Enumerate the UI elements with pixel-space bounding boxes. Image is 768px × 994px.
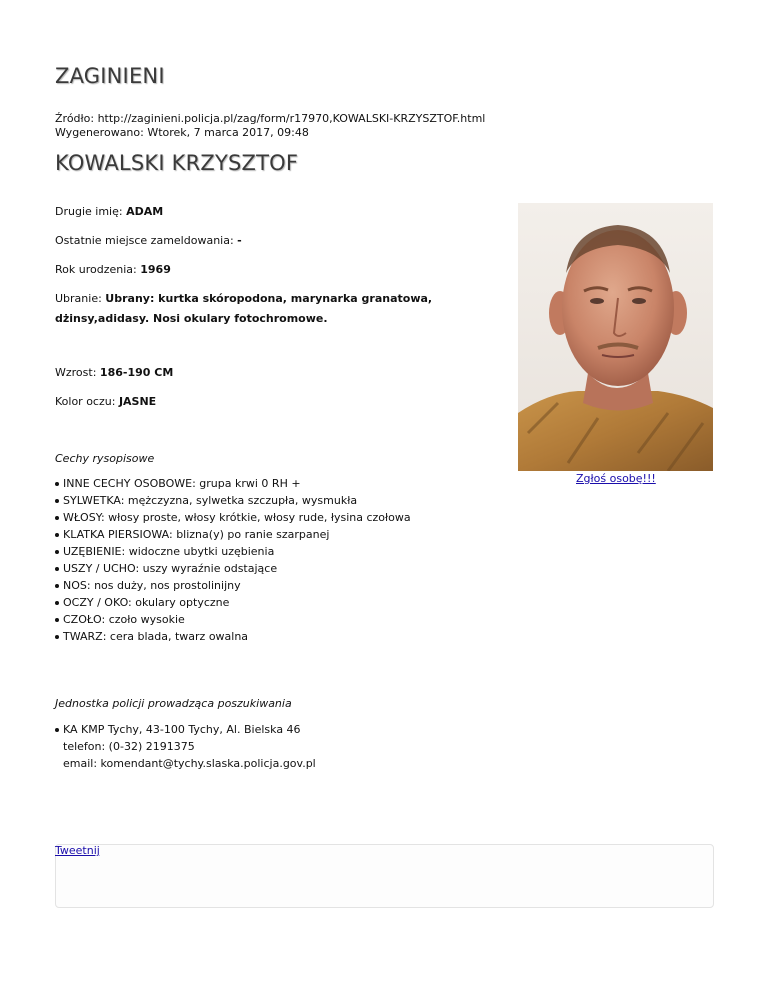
list-item: NOS: nos duży, nos prostolinijny [55, 577, 411, 594]
bullet-icon [55, 499, 59, 503]
report-person-link[interactable]: Zgłoś osobę!!! [576, 472, 656, 485]
police-unit-list [55, 721, 301, 738]
field-label: Rok urodzenia: [55, 263, 141, 276]
field-label: Drugie imię: [55, 205, 127, 218]
field-birth-year [55, 260, 525, 280]
features-heading: Cechy rysopisowe [55, 452, 155, 465]
person-name: KOWALSKI KRZYSZTOF [55, 151, 299, 175]
field-label: Ostatnie miejsce zameldowania: [55, 234, 238, 247]
field-value: Ubrany: kurtka skóropodona, marynarka granatowa, dżinsy,adidasy. Nosi okulary fotochromowe. [55, 292, 433, 325]
bullet-icon [55, 550, 59, 554]
bullet-icon [55, 584, 59, 588]
field-value: 1969 [140, 263, 171, 276]
list-item: KA KMP Tychy, 43-100 Tychy, Al. Bielska 46 [55, 721, 301, 738]
field-eye-color [55, 392, 525, 412]
list-item: INNE CECHY OSOBOWE: grupa krwi 0 RH + [55, 475, 411, 492]
field-label: Ubranie: [55, 292, 106, 305]
field-second-name [55, 202, 525, 222]
field-clothing [55, 289, 525, 329]
tweet-link[interactable]: Tweetnij [55, 844, 100, 857]
field-value: JASNE [118, 395, 157, 408]
list-item: SYLWETKA: mężczyzna, sylwetka szczupła, wysmukła [55, 492, 411, 509]
list-item: UZĘBIENIE: widoczne ubytki uzębienia [55, 543, 411, 560]
bullet-icon [55, 533, 59, 537]
bullet-icon [55, 601, 59, 605]
field-height [55, 363, 525, 383]
bullet-icon [55, 728, 59, 732]
bullet-icon [55, 516, 59, 520]
bullet-icon [55, 635, 59, 639]
list-item: TWARZ: cera blada, twarz owalna [55, 628, 411, 645]
field-value: - [237, 234, 242, 247]
field-label: Kolor oczu: [55, 395, 119, 408]
site-title: ZAGINIENI [55, 64, 165, 88]
bullet-icon [55, 567, 59, 571]
list-item: OCZY / OKO: okulary optyczne [55, 594, 411, 611]
features-list [55, 475, 411, 645]
bullet-icon [55, 618, 59, 622]
list-item: USZY / UCHO: uszy wyraźnie odstające [55, 560, 411, 577]
list-item: KLATKA PIERSIOWA: blizna(y) po ranie szarpanej [55, 526, 411, 543]
tweet-box [55, 844, 714, 908]
list-item: WŁOSY: włosy proste, włosy krótkie, włosy rude, łysina czołowa [55, 509, 411, 526]
field-label: Wzrost: [55, 366, 100, 379]
source-line: Źródło: http://zaginieni.policja.pl/zag/form/r17970,KOWALSKI-KRZYSZTOF.html [55, 112, 486, 125]
person-photo [518, 203, 713, 471]
field-value: ADAM [126, 205, 164, 218]
police-unit-heading: Jednostka policji prowadząca poszukiwania [55, 697, 292, 710]
field-last-residence [55, 231, 525, 251]
generated-line: Wygenerowano: Wtorek, 7 marca 2017, 09:48 [55, 126, 309, 139]
police-unit-email: email: komendant@tychy.slaska.policja.gov.pl [63, 757, 316, 770]
bullet-icon [55, 482, 59, 486]
list-item: CZOŁO: czoło wysokie [55, 611, 411, 628]
field-value: 186-190 CM [99, 366, 174, 379]
police-unit-phone: telefon: (0-32) 2191375 [63, 740, 195, 753]
